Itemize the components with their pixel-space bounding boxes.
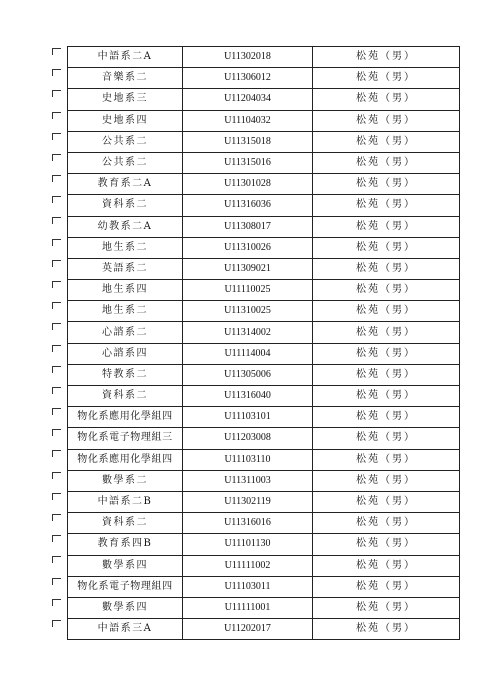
dept-cell: 教育系二A	[68, 174, 183, 195]
margin-mark	[52, 578, 61, 585]
dept-cell: 物化系電子物理組四	[68, 576, 183, 597]
dorm-cell: 松苑（男）	[313, 428, 460, 449]
margin-mark	[52, 408, 61, 415]
margin-mark	[52, 620, 61, 627]
table-row	[68, 258, 460, 279]
table-row	[68, 110, 460, 131]
dorm-cell: 松苑（男）	[313, 110, 460, 131]
dorm-cell: 松苑（男）	[313, 576, 460, 597]
student-id-cell: U11305006	[183, 364, 313, 385]
dept-cell: 地生系二	[68, 301, 183, 322]
dept-cell: 數學系二	[68, 470, 183, 491]
margin-mark	[52, 154, 61, 161]
table-row	[68, 364, 460, 385]
dorm-cell: 松苑（男）	[313, 449, 460, 470]
student-id-cell: U11310026	[183, 237, 313, 258]
margin-mark	[52, 302, 61, 309]
dorm-cell: 松苑（男）	[313, 322, 460, 343]
student-id-cell: U11302018	[183, 47, 313, 68]
dorm-cell: 松苑（男）	[313, 555, 460, 576]
margin-mark	[52, 366, 61, 373]
student-id-cell: U11308017	[183, 216, 313, 237]
table-row	[68, 216, 460, 237]
table-row	[68, 619, 460, 640]
margin-mark	[52, 514, 61, 521]
dorm-cell: 松苑（男）	[313, 68, 460, 89]
student-id-cell: U11302119	[183, 491, 313, 512]
student-id-cell: U11111001	[183, 597, 313, 618]
dorm-cell: 松苑（男）	[313, 343, 460, 364]
margin-mark	[52, 387, 61, 394]
dorm-cell: 松苑（男）	[313, 513, 460, 534]
table-row	[68, 597, 460, 618]
margin-mark	[52, 217, 61, 224]
student-id-cell: U11203008	[183, 428, 313, 449]
student-id-cell: U11311003	[183, 470, 313, 491]
table-row	[68, 449, 460, 470]
dept-cell: 地生系二	[68, 237, 183, 258]
dept-cell: 資科系二	[68, 513, 183, 534]
dept-cell: 心諮系二	[68, 322, 183, 343]
margin-mark	[52, 48, 61, 55]
table-row	[68, 322, 460, 343]
table-row	[68, 301, 460, 322]
dept-cell: 幼教系二A	[68, 216, 183, 237]
table-row	[68, 152, 460, 173]
table-row	[68, 491, 460, 512]
dept-cell: 中語系三A	[68, 619, 183, 640]
table-row	[68, 237, 460, 258]
student-id-cell: U11110025	[183, 280, 313, 301]
student-id-cell: U11202017	[183, 619, 313, 640]
table-row	[68, 47, 460, 68]
table-row	[68, 428, 460, 449]
table-row	[68, 68, 460, 89]
margin-mark	[52, 345, 61, 352]
dept-cell: 史地系三	[68, 89, 183, 110]
dorm-cell: 松苑（男）	[313, 364, 460, 385]
table-row	[68, 174, 460, 195]
table-row	[68, 407, 460, 428]
dept-cell: 史地系四	[68, 110, 183, 131]
student-id-cell: U11315016	[183, 152, 313, 173]
dorm-cell: 松苑（男）	[313, 597, 460, 618]
margin-mark	[52, 260, 61, 267]
margin-mark	[52, 239, 61, 246]
dept-cell: 特教系二	[68, 364, 183, 385]
dept-cell: 物化系應用化學組四	[68, 407, 183, 428]
student-dorm-table	[67, 46, 460, 640]
table-row	[68, 534, 460, 555]
dorm-cell: 松苑（男）	[313, 237, 460, 258]
dorm-cell: 松苑（男）	[313, 407, 460, 428]
dept-cell: 中語系二B	[68, 491, 183, 512]
dorm-cell: 松苑（男）	[313, 280, 460, 301]
dorm-cell: 松苑（男）	[313, 47, 460, 68]
student-id-cell: U11103101	[183, 407, 313, 428]
dorm-cell: 松苑（男）	[313, 89, 460, 110]
margin-mark	[52, 535, 61, 542]
student-id-cell: U11306012	[183, 68, 313, 89]
student-id-cell: U11104032	[183, 110, 313, 131]
margin-mark	[52, 429, 61, 436]
table-row	[68, 131, 460, 152]
table-row	[68, 576, 460, 597]
margin-mark	[52, 196, 61, 203]
margin-mark	[52, 472, 61, 479]
dorm-cell: 松苑（男）	[313, 386, 460, 407]
dorm-cell: 松苑（男）	[313, 258, 460, 279]
student-id-cell: U11111002	[183, 555, 313, 576]
student-id-cell: U11103011	[183, 576, 313, 597]
student-id-cell: U11309021	[183, 258, 313, 279]
table-row	[68, 89, 460, 110]
table-row	[68, 386, 460, 407]
margin-mark	[52, 493, 61, 500]
table-row	[68, 280, 460, 301]
margin-mark	[52, 112, 61, 119]
dept-cell: 數學系四	[68, 597, 183, 618]
dorm-cell: 松苑（男）	[313, 131, 460, 152]
student-id-cell: U11204034	[183, 89, 313, 110]
student-id-cell: U11316040	[183, 386, 313, 407]
student-id-cell: U11103110	[183, 449, 313, 470]
dorm-cell: 松苑（男）	[313, 619, 460, 640]
student-id-cell: U11101130	[183, 534, 313, 555]
dorm-cell: 松苑（男）	[313, 491, 460, 512]
table-row	[68, 343, 460, 364]
table-row	[68, 470, 460, 491]
dept-cell: 公共系二	[68, 152, 183, 173]
margin-mark	[52, 175, 61, 182]
margin-mark	[52, 450, 61, 457]
dept-cell: 教育系四B	[68, 534, 183, 555]
dorm-cell: 松苑（男）	[313, 534, 460, 555]
dept-cell: 心諮系四	[68, 343, 183, 364]
student-id-cell: U11316016	[183, 513, 313, 534]
margin-mark	[52, 556, 61, 563]
dept-cell: 物化系電子物理組三	[68, 428, 183, 449]
student-id-cell: U11315018	[183, 131, 313, 152]
dept-cell: 資科系二	[68, 386, 183, 407]
margin-mark	[52, 281, 61, 288]
student-id-cell: U11114004	[183, 343, 313, 364]
dorm-cell: 松苑（男）	[313, 216, 460, 237]
dept-cell: 地生系四	[68, 280, 183, 301]
dorm-cell: 松苑（男）	[313, 301, 460, 322]
table-row	[68, 555, 460, 576]
dorm-cell: 松苑（男）	[313, 470, 460, 491]
margin-mark	[52, 323, 61, 330]
dept-cell: 資科系二	[68, 195, 183, 216]
dept-cell: 中語系二A	[68, 47, 183, 68]
margin-mark	[52, 90, 61, 97]
dorm-cell: 松苑（男）	[313, 195, 460, 216]
margin-mark	[52, 599, 61, 606]
dept-cell: 英語系二	[68, 258, 183, 279]
dept-cell: 數學系四	[68, 555, 183, 576]
student-id-cell: U11316036	[183, 195, 313, 216]
dept-cell: 音樂系二	[68, 68, 183, 89]
student-id-cell: U11310025	[183, 301, 313, 322]
table-row	[68, 513, 460, 534]
dorm-cell: 松苑（男）	[313, 174, 460, 195]
table-row	[68, 195, 460, 216]
student-id-cell: U11301028	[183, 174, 313, 195]
margin-mark	[52, 69, 61, 76]
dorm-cell: 松苑（男）	[313, 152, 460, 173]
dept-cell: 公共系二	[68, 131, 183, 152]
dept-cell: 物化系應用化學組四	[68, 449, 183, 470]
margin-mark	[52, 133, 61, 140]
student-id-cell: U11314002	[183, 322, 313, 343]
